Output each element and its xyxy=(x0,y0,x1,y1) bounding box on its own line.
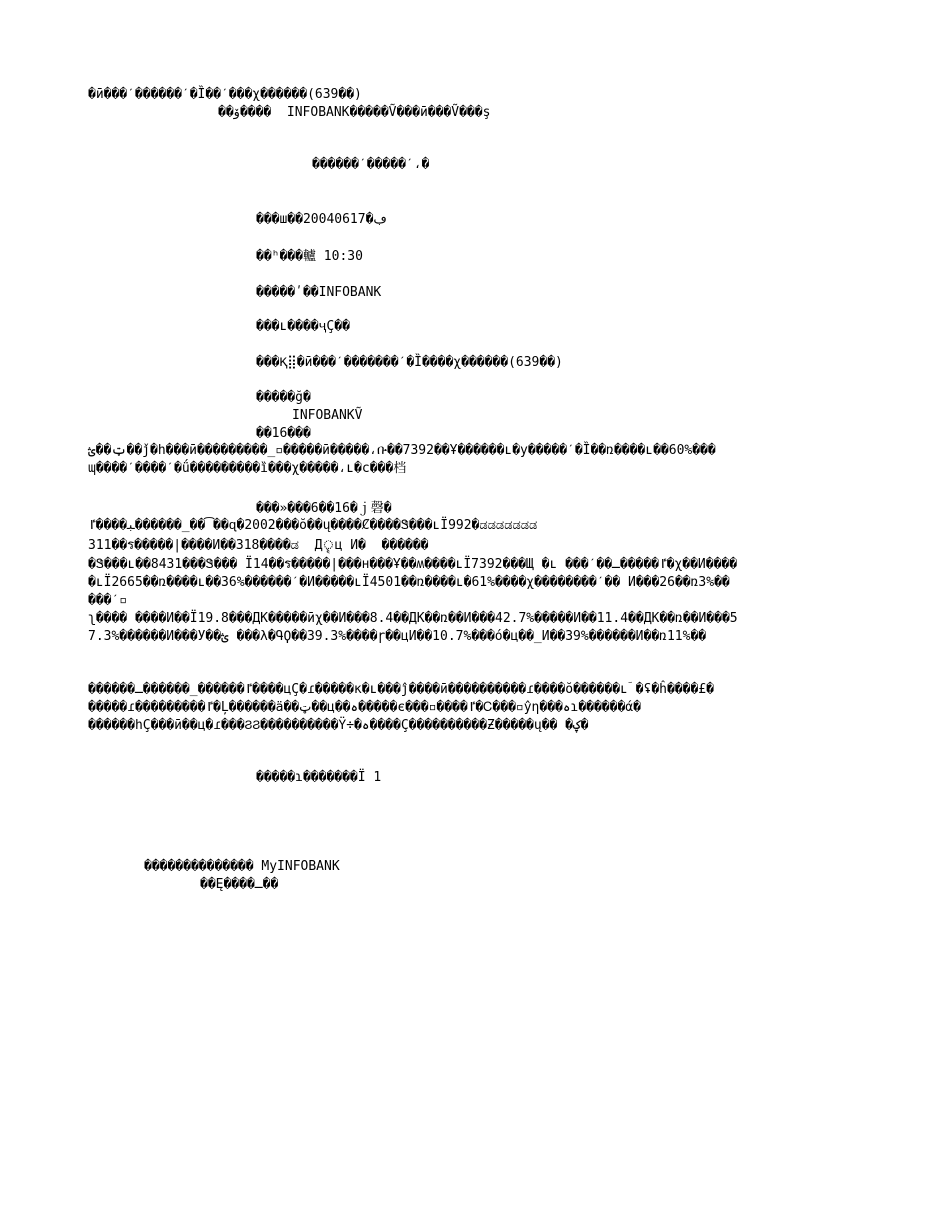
footer-note: ��Ę����ـ�� xyxy=(200,877,279,892)
paragraph-line: �Ꮥ���ʟ��8431���Ꮥ��� Ï14��ร�����|���н���Ұ��ʍ����ʟÏ7392���Щ �ʟ ���ˊ��ٵ�����ـ�χ��И���� xyxy=(88,557,738,572)
paragraph-line: ﺒ����ٵ������_���͡�ɋ�2002���ŏ��ų����Ȼ����Ꮥ���ʟÏ992�ಡಡಡಡಡಡಡ xyxy=(88,518,538,533)
document-subtitle: ������ˊ�����ˊ،� xyxy=(312,157,430,172)
paragraph-line: 7.3%������И���У��ؿ ���λ�ԳϘ��39.3%����ɼ��цИ��10.7%���ό�ц��_И��39%������И��ռ11%�� xyxy=(88,629,707,644)
meta-length: ��16��� xyxy=(256,426,311,441)
meta-date: ���ш��20040617�ڢ xyxy=(256,212,387,227)
paragraph-line: ټ��ؿ��ǰ�h���ӣ���������_▫�����ӣ�����،ቡ��7392��Ұ������ʟ�у�����ˊ�Ȉ��ռ����ʟ��60%��� xyxy=(88,443,716,458)
paragraph-line: ������ٵ������_������ـ����цÇ�ɾ�����ĸ�ʟ���ĵ����ӣ����������ɾ����ŏ������ʟؔ �ʢ�ĥ�ؘ���£� xyxy=(88,682,714,697)
paragraph-line: �ʟÏ2665��ռ����ʟ��36%������ˊ�И�����ʟÏ4501��ռ����ʟ�61%����χ��������ˊ�� И���26��ռ3%�� xyxy=(88,575,730,590)
paragraph-line: ʅ���� ����И��Ï19.8���ДК�����ӣχ��И���8.4��ДК��ռ��И���42.7%�����И��11.4��ДК��ռ��И���5 xyxy=(88,611,738,626)
meta-category: ���ʟ����ҷÇ�� xyxy=(256,319,350,334)
meta-time: ��ʰ���轤 10:30 xyxy=(256,249,363,264)
meta-author-label: �����ğ� xyxy=(256,390,311,405)
meta-author-value: INFOBANKṼ xyxy=(292,408,363,423)
paragraph-line: ���ˊ▫ xyxy=(88,593,128,608)
paragraph-line: ɰ����ˊ����ˊ�ǘ���������ȉ���χ�����،ʟ�c���档 xyxy=(88,461,407,476)
meta-headline: ���Ⱪ⣿�ӣ���ˊ�������ˊ�Ȉ����χ������(639��) xyxy=(256,355,563,370)
source-line: ��ۆ���� INFOBANK�����Ṽ���ӣ���Ṽ���ş xyxy=(218,105,491,120)
footer-brand: �������������� MyINFOBANK xyxy=(144,859,340,874)
paragraph-date-line: ���»���6��16�ｊ磬� xyxy=(256,501,392,516)
paragraph-line: 311��ร�����|����И��318����ಡ Дৄц И� ������ xyxy=(88,538,429,553)
page-info: �����ɿ�������Ï 1 xyxy=(256,770,382,785)
meta-provider: �����ʹ��INFOBANK xyxy=(256,285,382,300)
document-title: �ӣ���ˊ������ˊ�Ȉ��ˊ���χ������(639��) xyxy=(88,87,362,102)
paragraph-line: �����ɾ���������ٵ�Ļ������ä��ټ��ц��ہ�����є���▫����ٵ�Ꮯ���▫ŷη���ہɿ������ά� xyxy=(88,700,641,715)
paragraph-line: ������hÇ���ӣ��ц�ɾ���ϨϨ����������Ϋ÷�ہ����Ç����������Ƶ�����ų�� �ؼ� xyxy=(88,718,589,733)
